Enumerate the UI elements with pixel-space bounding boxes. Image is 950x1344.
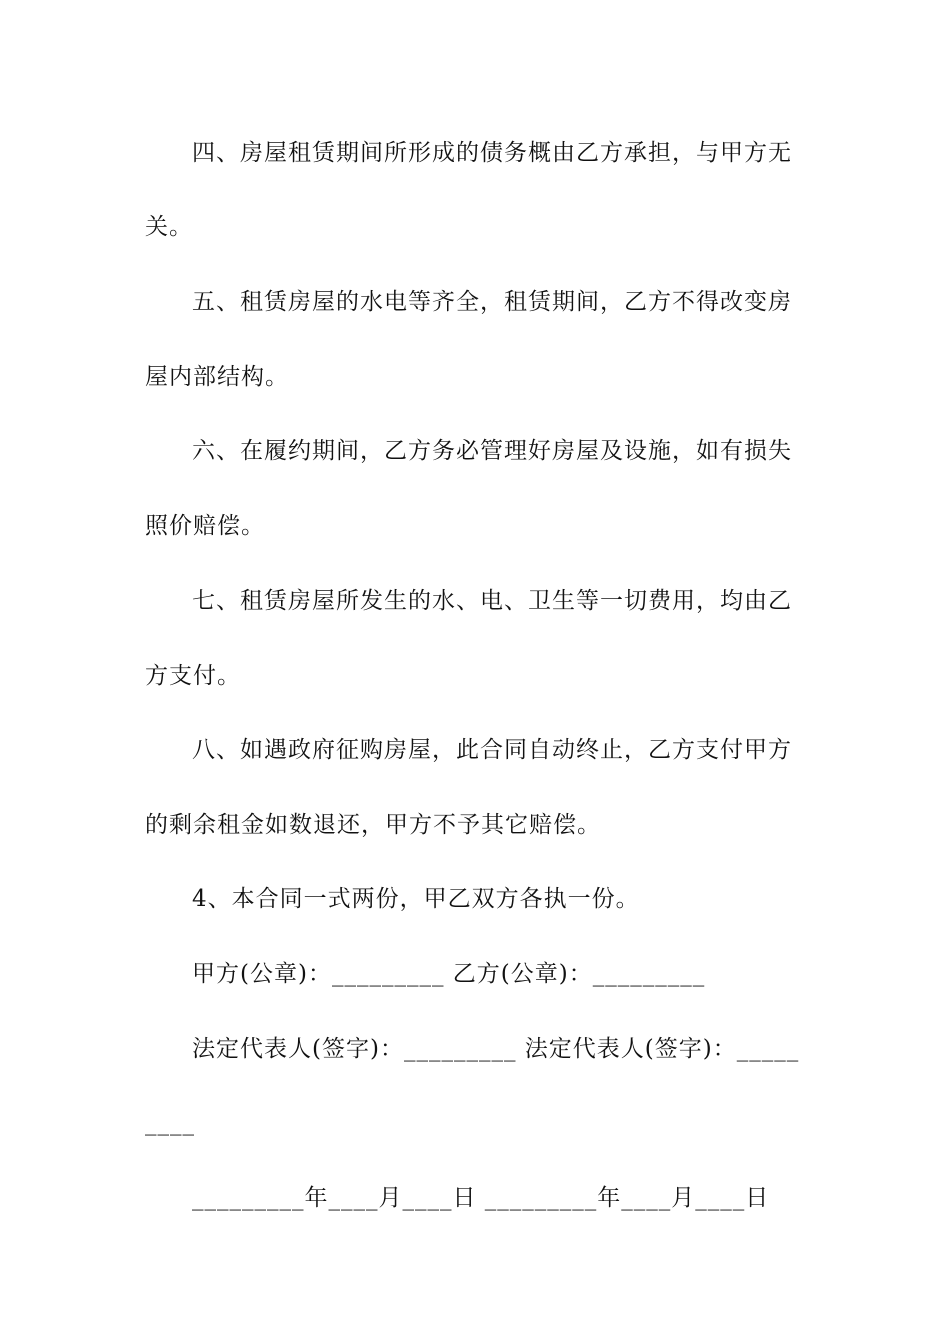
clause-8-line-2: 的剩余租金如数退还，甲方不予其它赔偿。 xyxy=(145,812,601,838)
clause-6-line-1: 六、在履约期间，乙方务必管理好房屋及设施，如有损失 xyxy=(192,438,792,464)
date-line: _________年____月____日 _________年____月____日 xyxy=(192,1185,770,1211)
copies-clause: 4、本合同一式两份，甲乙双方各执一份。 xyxy=(192,886,640,912)
clause-7-line-1: 七、租赁房屋所发生的水、电、卫生等一切费用，均由乙 xyxy=(192,588,792,614)
clause-7-line-2: 方支付。 xyxy=(145,663,241,689)
representative-signature-line-continued: ____ xyxy=(145,1110,195,1136)
clause-8-line-1: 八、如遇政府征购房屋，此合同自动终止，乙方支付甲方 xyxy=(192,737,792,763)
clause-5-line-1: 五、租赁房屋的水电等齐全，租赁期间，乙方不得改变房 xyxy=(192,289,792,315)
clause-6-line-2: 照价赔偿。 xyxy=(145,513,265,539)
clause-4-line-1: 四、房屋租赁期间所形成的债务概由乙方承担，与甲方无 xyxy=(192,140,792,166)
representative-signature-line: 法定代表人(签字)：_________ 法定代表人(签字)：_____ xyxy=(192,1036,800,1062)
clause-5-line-2: 屋内部结构。 xyxy=(145,364,289,390)
party-seal-line: 甲方(公章)：_________ 乙方(公章)：_________ xyxy=(192,961,706,987)
clause-4-line-2: 关。 xyxy=(145,214,193,240)
